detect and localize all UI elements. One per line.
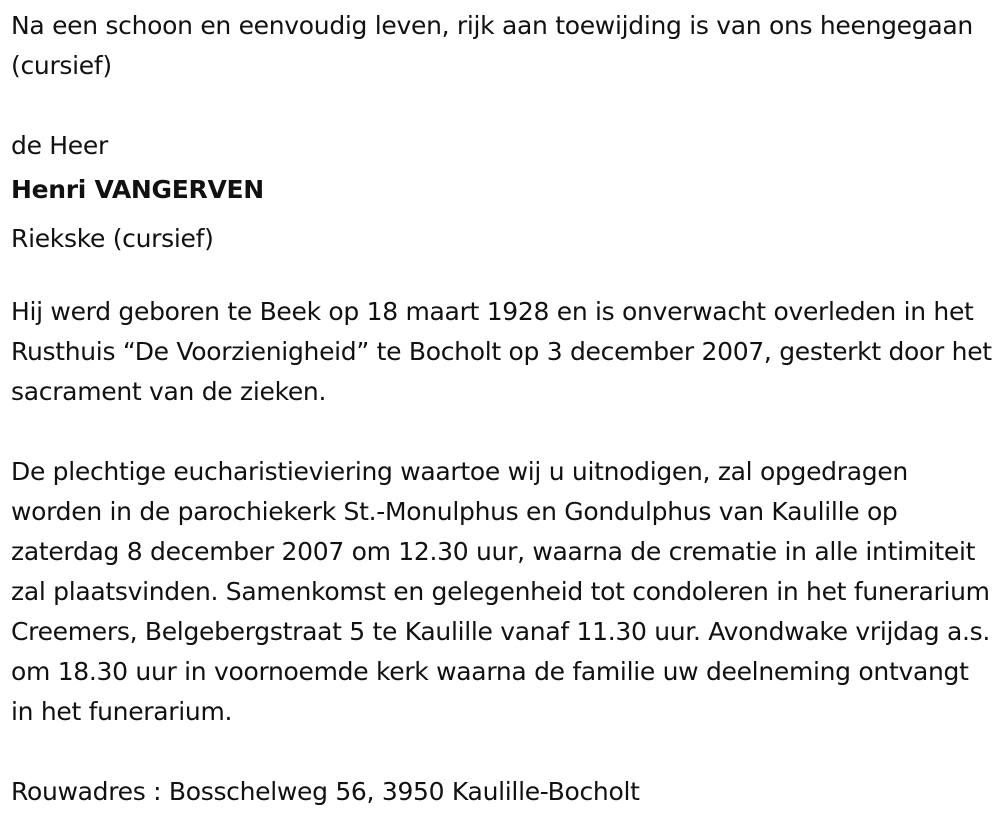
intro-paragraph: Na een schoon en eenvoudig leven, rijk aan toewijding is van ons heengegaan (cursief): [11, 11, 973, 80]
deceased-name: Henri VANGERVEN: [11, 175, 264, 204]
obituary-notice: [11, 6, 996, 812]
honorific-title: de Heer: [11, 131, 108, 160]
spacer: [11, 86, 996, 126]
spacer: [11, 412, 996, 452]
spacer: [11, 732, 996, 772]
nickname: Riekske (cursief): [11, 224, 214, 253]
spacer: [11, 264, 996, 292]
mourning-address: Rouwadres : Bosschelweg 56, 3950 Kaulille-Bocholt: [11, 777, 640, 806]
ceremony-paragraph: De plechtige eucharistieviering waartoe wij u uitnodigen, zal opgedragen worden in de parochiekerk St.-Monulphus en Gondulphus van Kaulille op zaterdag 8 december 2007 om 12.30 uur, waarna de crematie in alle intimiteit zal plaatsvinden. Samenkomst en gelegenheid tot condoleren in het funerarium Creemers, Belgebergstraat 5 te Kaulille vanaf 11.30 uur. Avondwake vrijdag a.s. om 18.30 uur in voornoemde kerk waarna de familie uw deelneming ontvangt in het funerarium.: [11, 457, 991, 726]
birth-death-paragraph: Hij werd geboren te Beek op 18 maart 1928 en is onverwacht overleden in het Rusthuis “De Voorzienigheid” te Bocholt op 3 december 2007, gesterkt door het sacrament van de zieken.: [11, 297, 992, 406]
